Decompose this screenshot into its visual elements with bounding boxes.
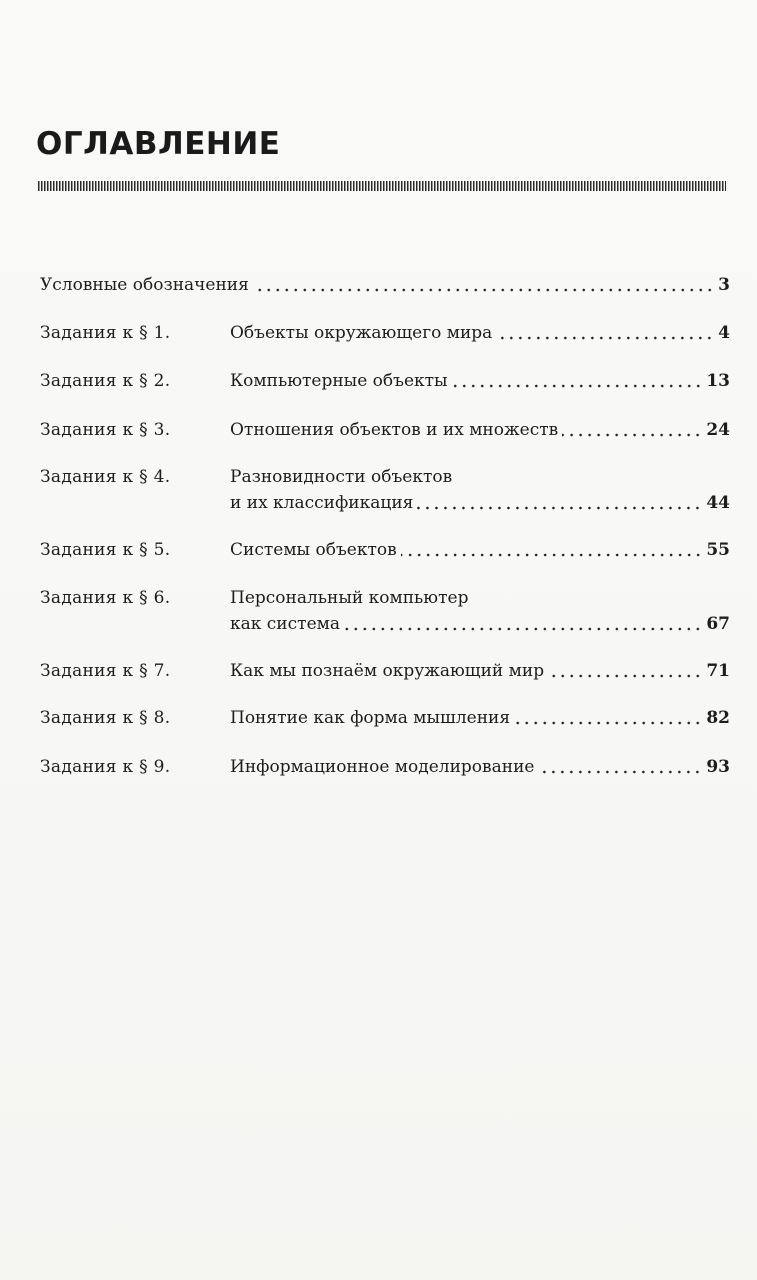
page-title: ОГЛАВЛЕНИЕ	[36, 126, 281, 162]
toc-entry-2[interactable]	[40, 370, 730, 392]
toc-page-number: 3	[718, 275, 730, 295]
dot-leader	[514, 720, 702, 726]
toc-page-number: 24	[706, 420, 730, 440]
toc-entry-prefix: Задания к § 3.	[40, 420, 171, 440]
toc-page-number: 82	[706, 708, 730, 728]
toc-entry-5[interactable]	[40, 539, 730, 561]
toc-page-number: 4	[718, 323, 730, 343]
toc-page-number: 44	[706, 493, 730, 513]
toc-entry-prefix: Задания к § 8.	[40, 708, 171, 728]
toc-entry-prefix: Задания к § 2.	[40, 371, 171, 391]
dot-leader	[401, 552, 703, 558]
toc-entry-title: Понятие как форма мышления	[230, 708, 511, 728]
dot-leader	[548, 673, 702, 679]
toc-entry-title: Условные обозначения	[40, 275, 249, 295]
toc-entry-title-continued: как система	[230, 614, 340, 634]
toc-entry-9[interactable]	[40, 756, 730, 778]
dot-leader	[496, 335, 714, 341]
toc-entry-title: Информационное моделирование	[230, 757, 535, 777]
toc-page-number: 67	[706, 614, 730, 634]
toc-entry-prefix: Задания к § 1.	[40, 323, 171, 343]
toc-page-number: 55	[706, 540, 730, 560]
toc-entry-prefix: Задания к § 4.	[40, 467, 171, 487]
toc-entry-title: Как мы познаём окружающий мир	[230, 661, 545, 681]
toc-entry-title: Объекты окружающего мира	[230, 323, 493, 343]
toc-entry-7[interactable]	[40, 660, 730, 682]
toc-page-number: 13	[706, 371, 730, 391]
toc-entry-3[interactable]	[40, 419, 730, 441]
dot-leader	[417, 505, 702, 511]
toc-entry-prefix: Задания к § 7.	[40, 661, 171, 681]
toc-entry-1[interactable]	[40, 322, 730, 344]
toc-entry-symbols[interactable]	[40, 274, 730, 296]
toc-entry-4[interactable]	[40, 466, 730, 514]
dot-leader	[538, 769, 702, 775]
toc-entry-8[interactable]	[40, 707, 730, 729]
toc-entry-prefix: Задания к § 9.	[40, 757, 171, 777]
toc-entry-title: Разновидности объектов	[230, 467, 453, 487]
toc-page-number: 71	[706, 661, 730, 681]
dot-leader	[452, 383, 703, 389]
toc-entry-prefix: Задания к § 5.	[40, 540, 171, 560]
dot-leader	[562, 432, 702, 438]
title-rule	[38, 181, 726, 191]
toc-entry-6[interactable]	[40, 587, 730, 635]
dot-leader	[253, 287, 714, 293]
toc-page-number: 93	[706, 757, 730, 777]
toc-entry-title: Отношения объектов и их множеств	[230, 420, 559, 440]
toc-entry-title: Системы объектов	[230, 540, 397, 560]
toc-entry-title: Персональный компьютер	[230, 588, 469, 608]
toc-entry-title-continued: и их классификация	[230, 493, 414, 513]
toc-entry-prefix: Задания к § 6.	[40, 588, 171, 608]
toc-entry-title: Компьютерные объекты	[230, 371, 448, 391]
dot-leader	[344, 626, 702, 632]
